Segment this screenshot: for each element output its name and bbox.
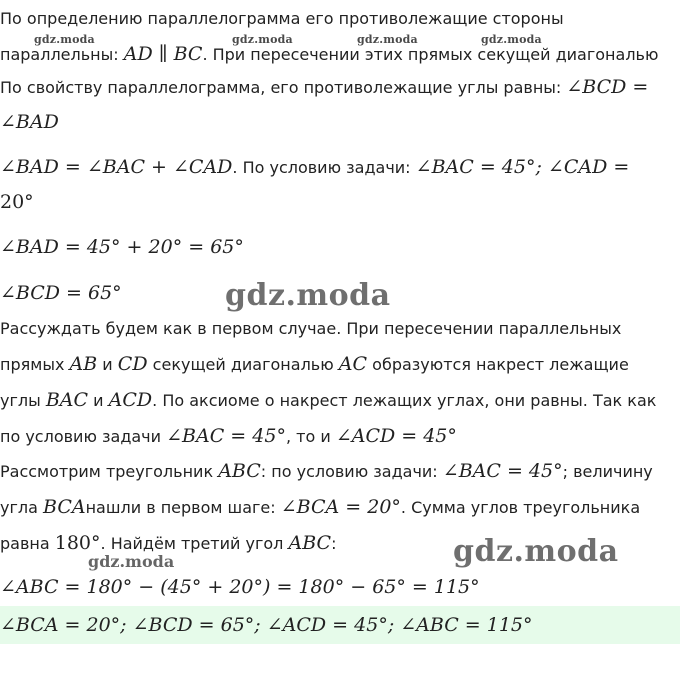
- watermark-big-2: gdz.moda: [453, 534, 619, 569]
- text: . Сумма углов треугольника: [400, 498, 641, 517]
- math: ABC: [288, 532, 332, 554]
- math: ∠ACD = 45°: [335, 425, 457, 447]
- text: нашли в первом шаге:: [85, 498, 276, 517]
- text: по условию задачи: [0, 427, 162, 446]
- watermark-mid: gdz.moda: [88, 552, 175, 571]
- watermark-2: gdz.moda: [232, 33, 293, 46]
- text: образуются накрест лежащие: [372, 355, 629, 374]
- solution-line-7: [0, 236, 244, 259]
- text: . При пересечении этих прямых секущей диагональю: [202, 45, 659, 64]
- text: Рассмотрим треугольник: [0, 462, 214, 481]
- answer-text: ∠BCA = 20°; ∠BCD = 65°; ∠ACD = 45°; ∠ABC = 115°: [0, 614, 533, 636]
- math: ∠ABC = 180° − (45° + 20°) = 180° − 65° = 115°: [0, 576, 480, 598]
- solution-line-9: [0, 318, 621, 340]
- watermark-3: gdz.moda: [357, 33, 418, 46]
- math: ABC: [218, 460, 261, 482]
- solution-line-12: [0, 425, 457, 448]
- solution-line-10: [0, 353, 629, 376]
- math: ∠BCD =: [566, 76, 649, 98]
- solution-line-16: [0, 576, 480, 599]
- solution-line-11: [0, 389, 656, 412]
- text: , то и: [285, 427, 331, 446]
- solution-line-3: [0, 76, 648, 99]
- text: По определению параллелограмма его противолежащие стороны: [0, 9, 564, 28]
- solution-line-8: [0, 282, 122, 305]
- watermark-4: gdz.moda: [481, 33, 542, 46]
- text: ; величину: [562, 462, 653, 481]
- math: ∠BCA = 20°: [280, 496, 401, 518]
- solution-line-4: [0, 111, 59, 134]
- math: ∠BAD = 45° + 20° = 65°: [0, 236, 244, 258]
- math: ∠BAC = 45°; ∠CAD =: [415, 156, 630, 178]
- text: По свойству параллелограмма, его противолежащие углы равны:: [0, 78, 562, 97]
- solution-line-2: [0, 43, 658, 66]
- text: . По аксиоме о накрест лежащих углах, они равны. Так как: [152, 391, 657, 410]
- text: секущей диагональю: [152, 355, 334, 374]
- text: . По условию задачи:: [232, 158, 411, 177]
- math: AB: [69, 353, 98, 375]
- math: ∠BAC = 45°: [166, 425, 286, 447]
- math: CD: [117, 353, 148, 375]
- text: прямых: [0, 355, 65, 374]
- text: параллельны:: [0, 45, 119, 64]
- math: BCA: [43, 496, 86, 518]
- solution-line-13: [0, 460, 653, 483]
- text: Рассуждать будем как в первом случае. При пересечении параллельных: [0, 319, 622, 338]
- math: AD ∥ BC: [123, 43, 203, 65]
- solution-line-5: [0, 156, 629, 179]
- math: ∠BAD: [0, 111, 59, 133]
- watermark-1: gdz.moda: [34, 33, 95, 46]
- math: 20°: [0, 191, 34, 213]
- math: ∠BCD = 65°: [0, 282, 122, 304]
- solution-line-1: [0, 8, 564, 30]
- text: угла: [0, 498, 38, 517]
- text: . Найдём третий угол: [100, 534, 284, 553]
- math: AC: [338, 353, 368, 375]
- solution-line-6: [0, 191, 34, 214]
- text: углы: [0, 391, 41, 410]
- math: ACD: [108, 389, 153, 411]
- watermark-big-1: gdz.moda: [225, 278, 391, 313]
- answer-box: [0, 606, 680, 644]
- math: ∠BAC = 45°: [442, 460, 563, 482]
- text: : по условию задачи:: [260, 462, 438, 481]
- solution-line-15: [0, 532, 336, 555]
- text: равна: [0, 534, 50, 553]
- math: 180°: [54, 532, 101, 554]
- math: ∠BAD = ∠BAC + ∠CAD: [0, 156, 233, 178]
- text: и: [93, 391, 104, 410]
- text: и: [102, 355, 113, 374]
- solution-line-14: [0, 496, 640, 519]
- text: :: [331, 534, 337, 553]
- math: BAC: [45, 389, 89, 411]
